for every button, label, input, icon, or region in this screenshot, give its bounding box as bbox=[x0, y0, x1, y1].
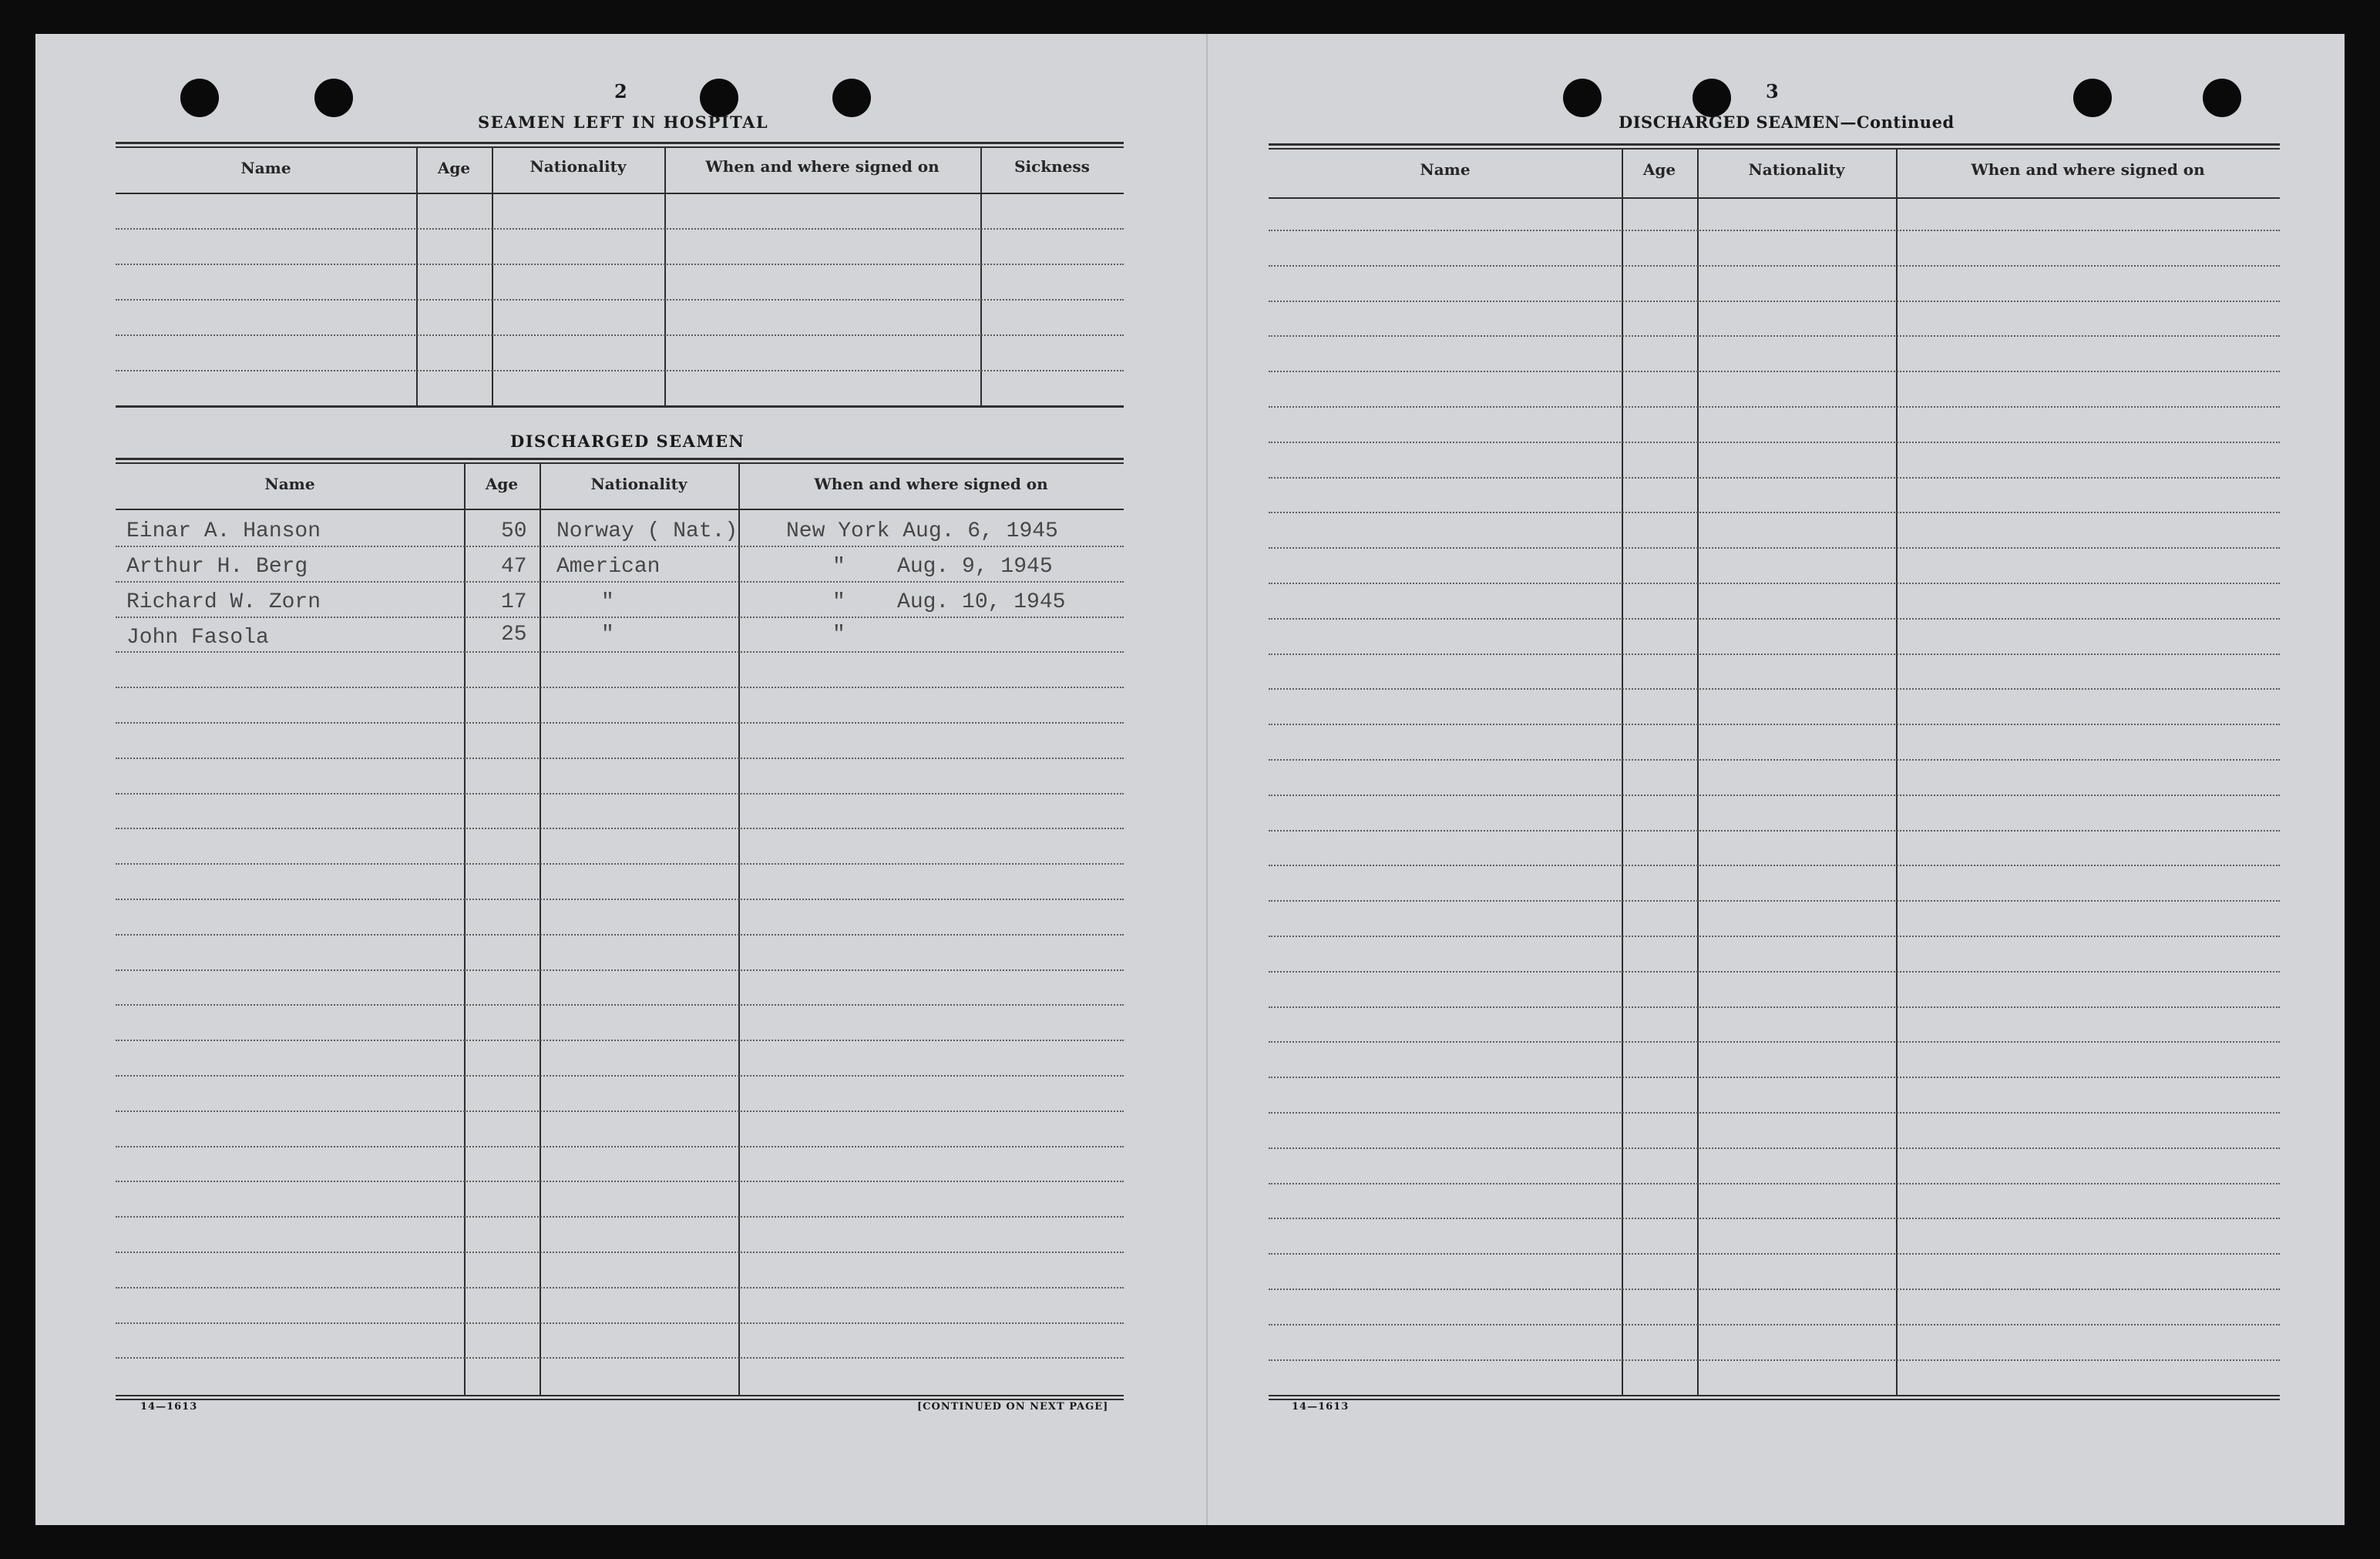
ruling-line bbox=[1269, 795, 2280, 796]
column-header: Name bbox=[240, 159, 291, 177]
ruling-line bbox=[1269, 971, 2280, 973]
column-header: Nationality bbox=[1748, 160, 1845, 179]
seaman-age: 17 bbox=[501, 590, 527, 614]
ruling-line bbox=[116, 651, 1124, 653]
punch-hole bbox=[314, 79, 353, 117]
seaman-signed-on: New York Aug. 6, 1945 bbox=[786, 519, 1058, 543]
ruling-line bbox=[116, 617, 1124, 618]
page-number-right: 3 bbox=[1766, 80, 1779, 102]
ruling-line bbox=[1269, 900, 2280, 902]
ruling-line bbox=[1269, 1077, 2280, 1078]
ruling-line bbox=[1269, 1147, 2280, 1149]
ruling-line bbox=[1269, 654, 2280, 655]
discharged-section-title: DISCHARGED SEAMEN bbox=[510, 432, 745, 451]
ruling-line bbox=[116, 1287, 1124, 1289]
seaman-name: Arthur H. Berg bbox=[126, 555, 308, 579]
ruling-line bbox=[1269, 1006, 2280, 1008]
ruling-line bbox=[1269, 1324, 2280, 1325]
hospital-section-title: SEAMEN LEFT IN HOSPITAL bbox=[478, 113, 769, 132]
discharged-continued-title: DISCHARGED SEAMEN—Continued bbox=[1619, 113, 1955, 132]
ruling-line bbox=[116, 969, 1124, 971]
ruling-line bbox=[1269, 406, 2280, 408]
seaman-signed-on: " bbox=[832, 623, 845, 647]
seaman-name: Einar A. Hanson bbox=[126, 519, 321, 543]
ruling-line bbox=[1269, 1253, 2280, 1255]
ruling-line bbox=[1269, 1112, 2280, 1114]
seaman-name: John Fasola bbox=[126, 626, 269, 650]
punch-hole bbox=[1693, 79, 1731, 117]
column-header: Name bbox=[1420, 160, 1471, 179]
column-header: Age bbox=[485, 475, 519, 493]
ruling-line bbox=[116, 546, 1124, 547]
ruling-line bbox=[1269, 583, 2280, 584]
ruling-line bbox=[1269, 724, 2280, 725]
punch-hole bbox=[2203, 79, 2241, 117]
discharged-continued-table bbox=[1269, 143, 2280, 1399]
seaman-age: 50 bbox=[501, 519, 527, 543]
ruling-line bbox=[1269, 1041, 2280, 1043]
ruling-line bbox=[1269, 477, 2280, 479]
continued-note: [CONTINUED ON NEXT PAGE] bbox=[917, 1401, 1109, 1413]
ruling-line bbox=[1269, 1359, 2280, 1361]
column-header: When and where signed on bbox=[705, 157, 940, 176]
ruling-line bbox=[116, 863, 1124, 865]
ruling-line bbox=[116, 899, 1124, 900]
ruling-line bbox=[1269, 830, 2280, 832]
ruling-line bbox=[1269, 865, 2280, 866]
column-header: Name bbox=[264, 475, 315, 493]
ruling-line bbox=[116, 722, 1124, 724]
ruling-line bbox=[1269, 936, 2280, 937]
ruling-line bbox=[1269, 618, 2280, 620]
punch-hole bbox=[1563, 79, 1602, 117]
ruling-line bbox=[116, 1110, 1124, 1112]
ruling-line bbox=[1269, 371, 2280, 372]
ruling-line bbox=[116, 828, 1124, 829]
ruling-line bbox=[116, 687, 1124, 688]
punch-hole bbox=[832, 79, 871, 117]
ruling-line bbox=[116, 1181, 1124, 1182]
ruling-line bbox=[1269, 230, 2280, 231]
page-number-left: 2 bbox=[614, 80, 627, 102]
ruling-line bbox=[1269, 547, 2280, 549]
ruling-line bbox=[1269, 759, 2280, 761]
ruling-line bbox=[1269, 335, 2280, 337]
ruling-line bbox=[116, 1075, 1124, 1077]
punch-hole bbox=[700, 79, 738, 117]
ruling-line bbox=[1269, 265, 2280, 267]
column-header: Sickness bbox=[1014, 157, 1090, 176]
seaman-nationality: American bbox=[556, 555, 661, 579]
ruling-line bbox=[116, 1146, 1124, 1147]
ruling-line bbox=[116, 793, 1124, 795]
column-header: Nationality bbox=[590, 475, 687, 493]
ruling-line bbox=[116, 1004, 1124, 1006]
ruling-line bbox=[1269, 688, 2280, 690]
ruling-line bbox=[116, 1322, 1124, 1324]
ruling-line bbox=[116, 758, 1124, 759]
seaman-nationality: " bbox=[601, 623, 614, 647]
ruling-line bbox=[116, 1040, 1124, 1041]
ruling-line bbox=[1269, 442, 2280, 443]
seaman-age: 47 bbox=[501, 555, 527, 579]
form-number-right: 14—1613 bbox=[1292, 1401, 1350, 1413]
column-header: Age bbox=[1642, 160, 1676, 179]
ruling-line bbox=[116, 934, 1124, 936]
seaman-name: Richard W. Zorn bbox=[126, 590, 321, 614]
page-fold bbox=[1206, 34, 1208, 1525]
seaman-signed-on: " Aug. 9, 1945 bbox=[832, 555, 1053, 579]
column-header: Age bbox=[437, 159, 471, 177]
ruling-line bbox=[116, 581, 1124, 583]
ruling-line bbox=[1269, 1183, 2280, 1184]
column-header: When and where signed on bbox=[814, 475, 1048, 493]
ruling-line bbox=[1269, 301, 2280, 302]
ruling-line bbox=[116, 1216, 1124, 1218]
seaman-age: 25 bbox=[501, 623, 527, 647]
ruling-line bbox=[116, 1252, 1124, 1253]
punch-hole bbox=[180, 79, 219, 117]
ruling-line bbox=[1269, 1289, 2280, 1290]
punch-hole bbox=[2073, 79, 2112, 117]
ruling-line bbox=[1269, 512, 2280, 513]
hospital-table bbox=[116, 142, 1124, 408]
form-number-left: 14—1613 bbox=[140, 1401, 198, 1413]
column-header: When and where signed on bbox=[1971, 160, 2205, 179]
ruling-line bbox=[1269, 1218, 2280, 1219]
seaman-nationality: " bbox=[601, 590, 614, 614]
seaman-nationality: Norway ( Nat.) bbox=[556, 519, 738, 543]
column-header: Nationality bbox=[529, 157, 627, 176]
ruling-line bbox=[116, 1357, 1124, 1359]
discharged-table bbox=[116, 458, 1124, 1399]
seaman-signed-on: " Aug. 10, 1945 bbox=[832, 590, 1066, 614]
